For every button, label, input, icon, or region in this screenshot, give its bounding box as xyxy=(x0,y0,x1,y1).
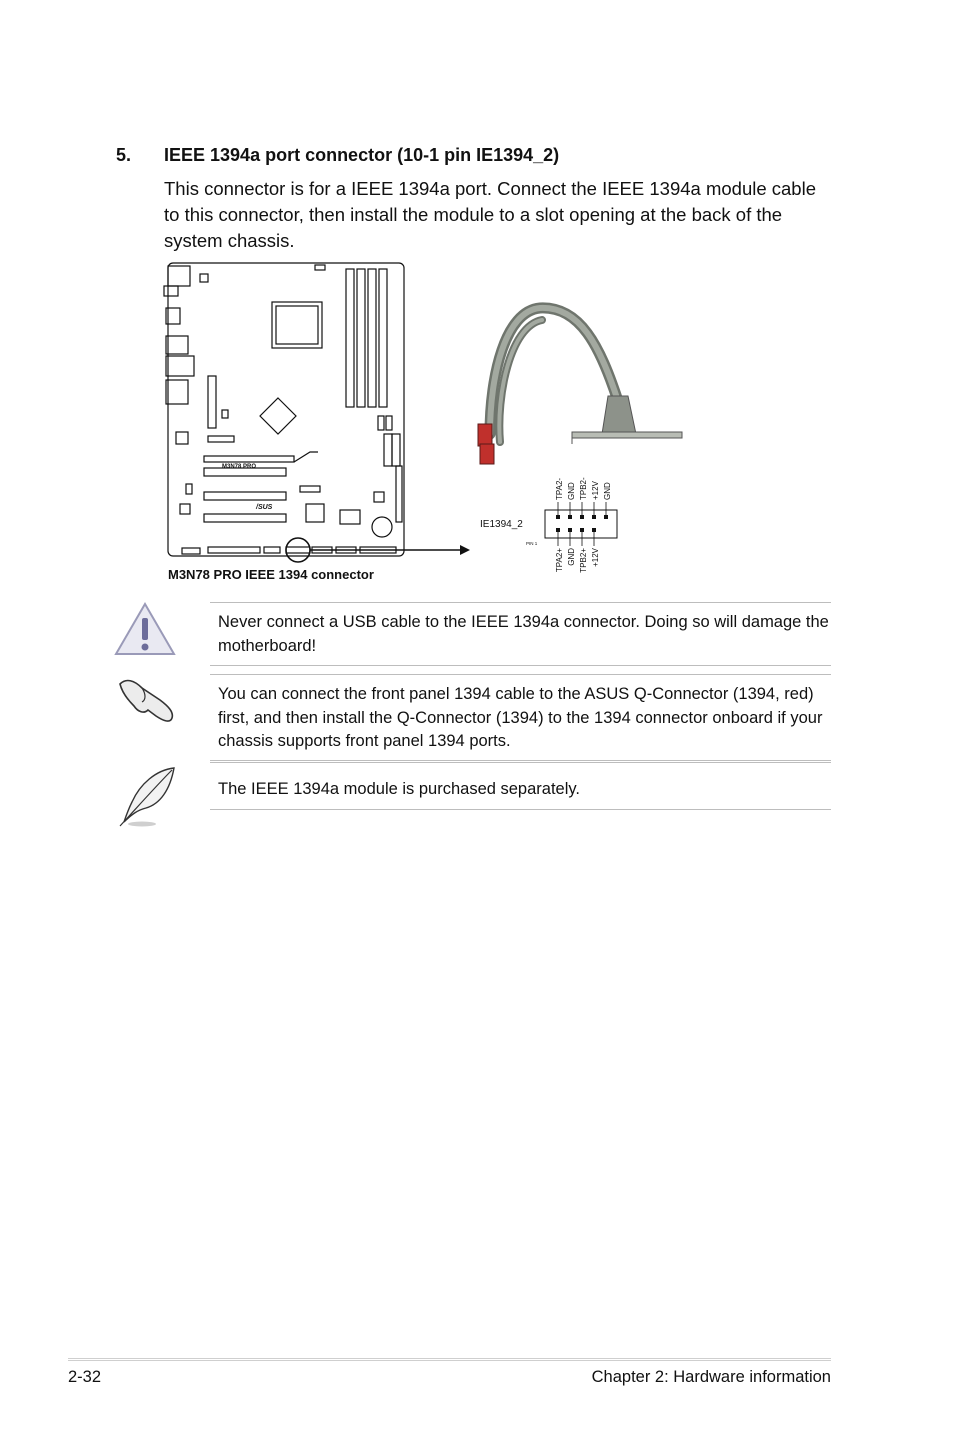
section-title: IEEE 1394a port connector (10-1 pin IE1394_2) xyxy=(164,145,560,165)
pin1-label: PIN 1 xyxy=(526,541,538,546)
top-pin-label: GND xyxy=(567,482,576,500)
pin-header-diagram xyxy=(480,477,617,573)
page-number: 2-32 xyxy=(68,1368,102,1386)
note-rule xyxy=(210,760,831,763)
section-number: 5. xyxy=(116,145,132,165)
note-rule xyxy=(210,809,831,810)
chapter-title: Chapter 2: Hardware information xyxy=(591,1368,831,1386)
figure-caption: M3N78 PRO IEEE 1394 connector xyxy=(168,567,374,582)
note-rule xyxy=(210,674,831,675)
warning-icon xyxy=(112,598,182,662)
top-pin-label: TPB2- xyxy=(579,477,588,500)
board-label: M3N78 PRO xyxy=(222,464,257,470)
bottom-pin-label: TPB2+ xyxy=(579,548,588,573)
connector-figure xyxy=(160,256,700,586)
top-pin-label: TPA2- xyxy=(555,477,564,500)
note-tip-text: You can connect the front panel 1394 cable to the ASUS Q-Connector (1394, red) first, and then install the Q-Connector (1394) to the 1394 connector onboard if your chassis supports front panel 1394 ports. xyxy=(218,685,823,750)
section-body: This connector is for a IEEE 1394a port. Connect the IEEE 1394a module cable to this connector, then install the module to a slot opening at the back of the system chassis. xyxy=(164,178,816,251)
note-rule xyxy=(210,602,831,603)
motherboard-diagram xyxy=(164,263,404,562)
note-warning-text: Never connect a USB cable to the IEEE 1394a connector. Doing so will damage the motherboard! xyxy=(218,613,829,655)
arrow-head-icon xyxy=(460,545,470,555)
board-logo: /SUS xyxy=(256,504,273,511)
ieee1394-cable-illustration xyxy=(478,308,682,464)
hand-icon xyxy=(112,670,182,734)
bottom-pin-label: TPA2+ xyxy=(555,548,564,573)
note-rule xyxy=(210,665,831,666)
top-pin-label: +12V xyxy=(591,481,600,500)
red-connector-icon xyxy=(480,444,494,464)
connector-label: IE1394_2 xyxy=(480,519,523,530)
footer-rule xyxy=(68,1358,831,1361)
bottom-pin-label: GND xyxy=(567,548,576,566)
red-connector-icon xyxy=(478,424,492,446)
note-info-text: The IEEE 1394a module is purchased separately. xyxy=(218,780,580,798)
bottom-pin-label: +12V xyxy=(591,548,600,567)
top-pin-label: GND xyxy=(603,482,612,500)
feather-icon xyxy=(112,764,182,828)
